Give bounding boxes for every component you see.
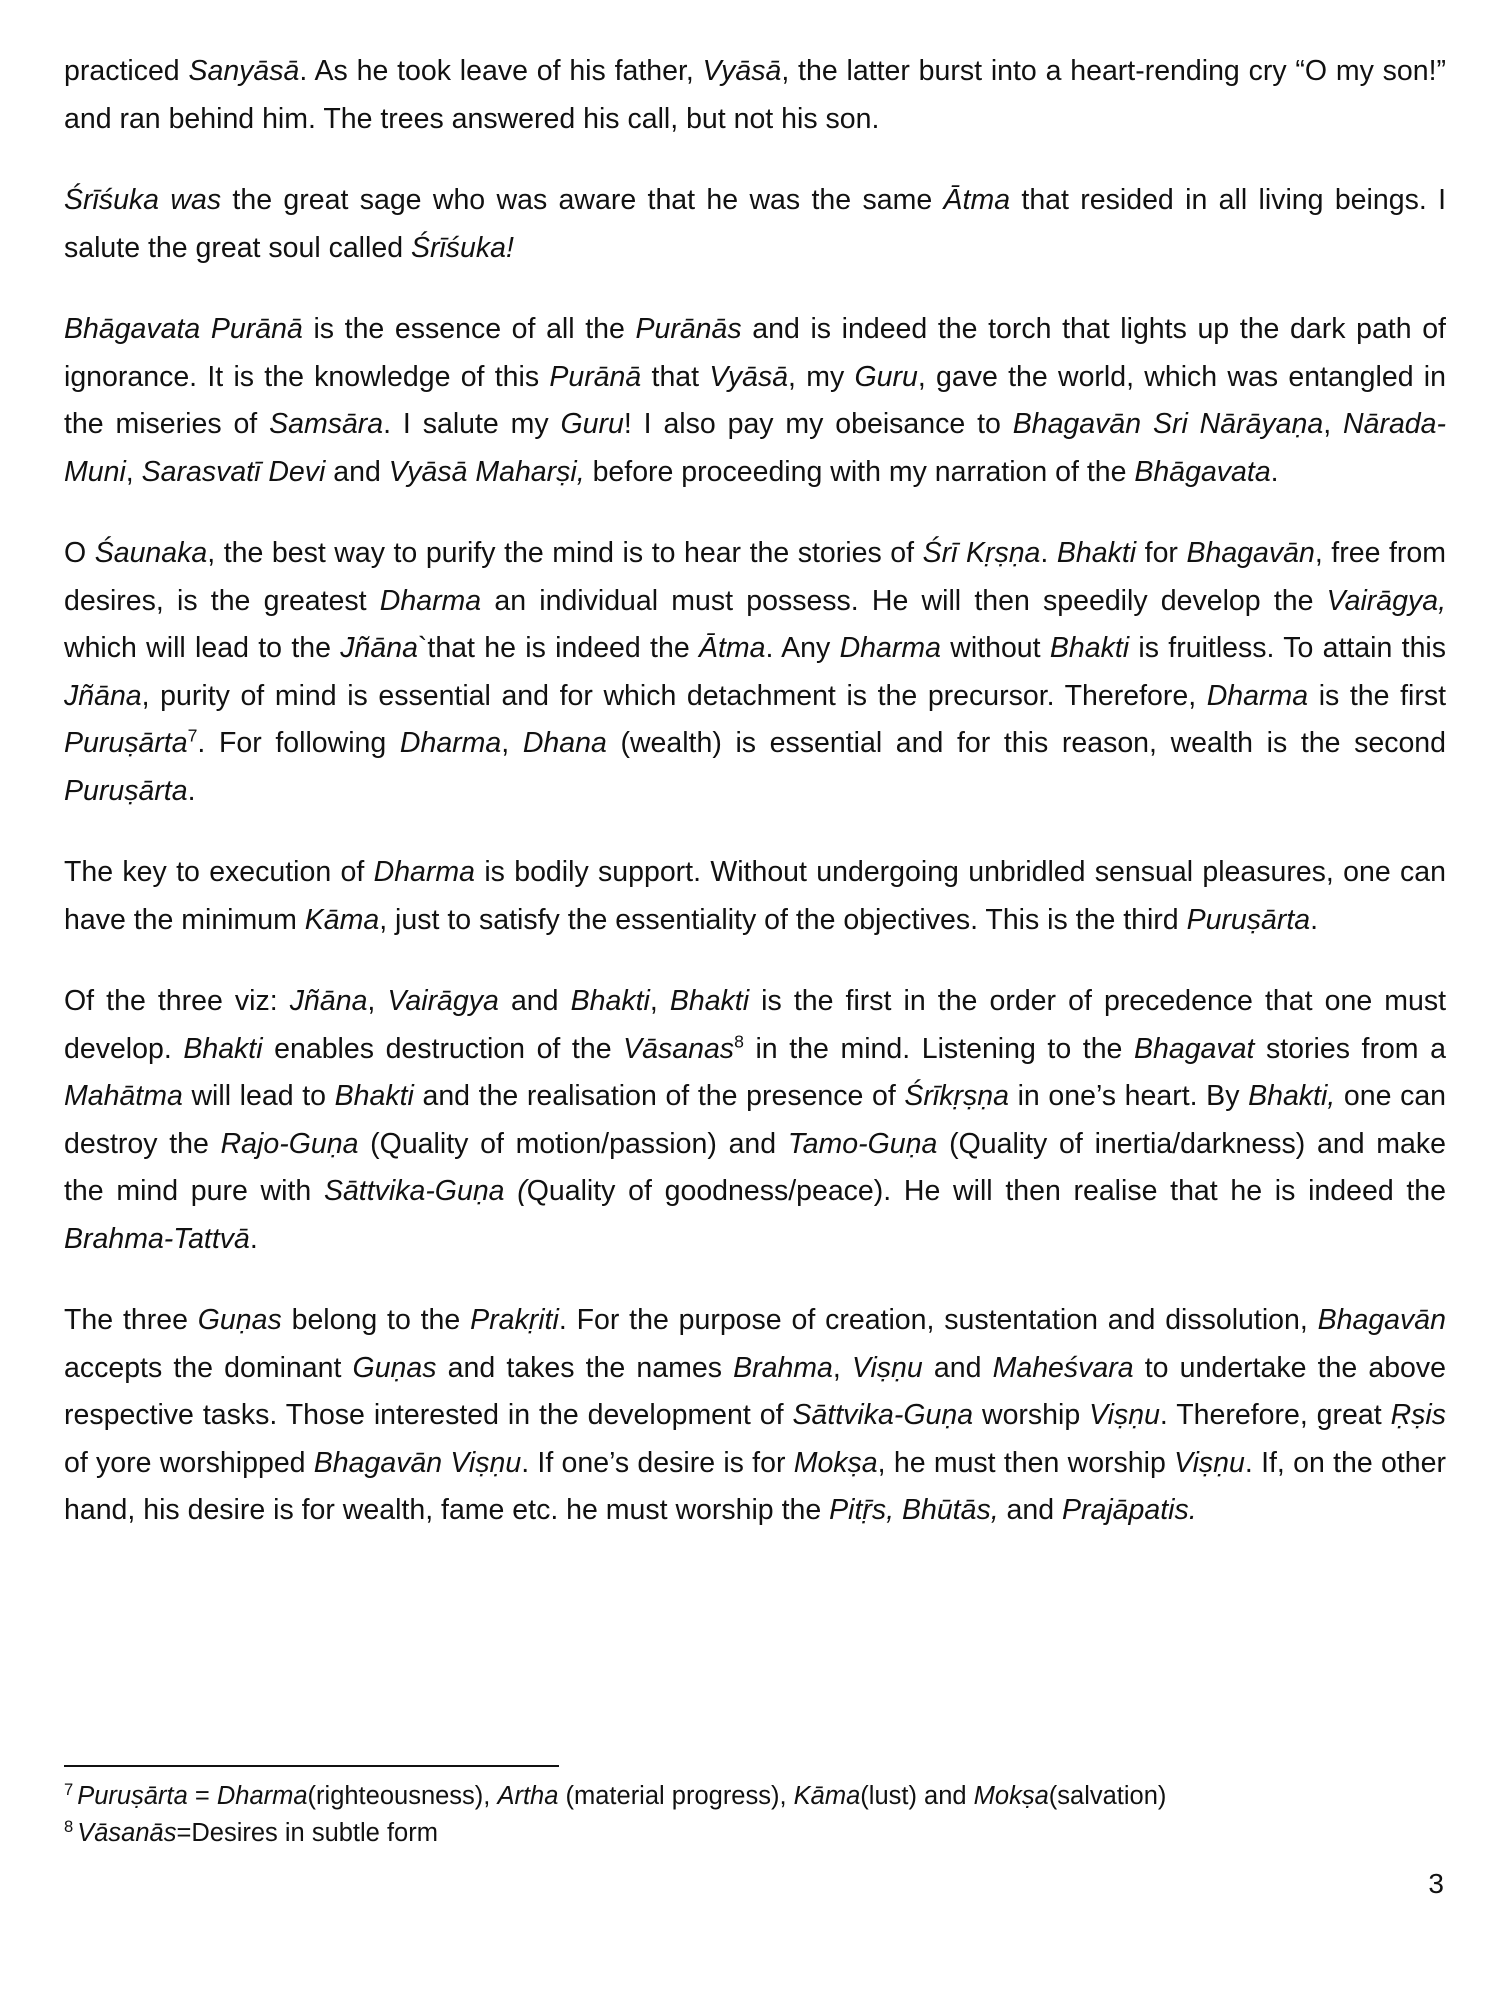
italic-term: Vairāgya, xyxy=(1326,584,1446,617)
text-run: Quality of goodness/peace). He will then realise that he is indeed the xyxy=(526,1175,1446,1207)
italic-term: Purānā xyxy=(549,360,642,393)
footnote-divider xyxy=(64,1765,559,1767)
italic-term: Vāsanās xyxy=(77,1819,177,1847)
text-run: to undertake the above respective tasks. Those interested in the development of xyxy=(64,1351,1446,1431)
text-run: before proceeding with my narration of the xyxy=(584,455,1135,488)
text-run: . If, on the other hand, his desire is for wealth, fame etc. he must worship the xyxy=(64,1446,1446,1526)
italic-term: Samsāra xyxy=(269,408,384,440)
italic-term: Vyāsā xyxy=(709,360,789,393)
text-run: , xyxy=(501,727,523,759)
italic-term: Viṣṇu xyxy=(1089,1399,1160,1431)
italic-term: Viṣṇu xyxy=(1174,1446,1245,1479)
text-run: is fruitless. To attain this xyxy=(1129,632,1446,664)
text-run: . Therefore, great xyxy=(1159,1399,1391,1431)
text-run: . xyxy=(249,1222,258,1255)
footnote-ref: 7 xyxy=(187,725,198,746)
italic-term: Sāttvika-Guṇa ( xyxy=(323,1175,527,1207)
body-text xyxy=(64,48,1446,1535)
italic-term: Dharma xyxy=(373,856,475,888)
italic-term: Jñāna xyxy=(289,985,368,1017)
text-run: and the realisation of the presence of xyxy=(413,1080,905,1112)
italic-term: Puruṣārta xyxy=(77,1782,188,1810)
paragraph xyxy=(64,978,1446,1263)
text-run: in the mind. Listening to the xyxy=(743,1032,1134,1065)
italic-term: Mokṣa xyxy=(973,1782,1049,1810)
text-run: Of the three viz: xyxy=(64,985,290,1017)
footnote-ref: 8 xyxy=(64,1816,74,1836)
footnote-ref: 7 xyxy=(64,1779,74,1799)
italic-term: Bhagavān xyxy=(1317,1304,1446,1336)
text-run: (Quality of inertia/darkness) and make the mind pure with xyxy=(64,1127,1446,1207)
italic-term: Puruṣārta xyxy=(64,727,188,759)
text-run: and xyxy=(498,985,571,1017)
italic-term: Artha xyxy=(497,1782,559,1810)
text-run: , the best way to purify the mind is to hear the stories of xyxy=(207,537,923,569)
paragraph xyxy=(64,1297,1446,1535)
italic-term: Bhakti xyxy=(183,1032,263,1065)
italic-term: Guru xyxy=(560,408,624,440)
italic-term: Tamo-Guṇa xyxy=(787,1127,938,1160)
text-run: , free from desires, is the greatest xyxy=(64,537,1446,617)
text-run: (wealth) is essential and for this reason, wealth is the second xyxy=(606,727,1446,759)
italic-term: Guru xyxy=(854,360,918,393)
text-run: for xyxy=(1136,537,1187,569)
text-run: , my xyxy=(788,360,855,393)
text-run: (material progress), xyxy=(558,1782,794,1810)
italic-term: Brahma xyxy=(733,1351,833,1384)
text-run: practiced xyxy=(64,55,189,87)
italic-term: Ātma xyxy=(943,184,1011,216)
text-run: that resided in all living beings. I salute the great soul called xyxy=(64,184,1447,264)
italic-term: Bhagavān Viṣṇu xyxy=(313,1446,522,1479)
text-run: = xyxy=(187,1782,217,1810)
italic-term: Sāttvika-Guṇa xyxy=(792,1399,974,1431)
text-run: and xyxy=(325,455,389,488)
text-run: , purity of mind is essential and for which detachment is the precursor. Therefore, xyxy=(141,679,1207,712)
text-run: , xyxy=(367,985,388,1017)
italic-term: Vāsanas xyxy=(623,1032,735,1065)
italic-term: Dhana xyxy=(522,727,607,759)
text-run: an individual must possess. He will then speedily develop the xyxy=(481,584,1327,617)
italic-term: Prakṛiti xyxy=(470,1304,559,1336)
paragraph xyxy=(64,849,1446,944)
text-run: is the first xyxy=(1308,679,1446,712)
italic-term: Guṇas xyxy=(352,1351,437,1384)
text-run: , just to satisfy the essentiality of the objectives. This is the third xyxy=(379,903,1187,936)
text-run: and takes the names xyxy=(436,1351,734,1384)
italic-term: Śrīkṛṣṇa xyxy=(904,1080,1009,1112)
italic-term: Śaunaka xyxy=(94,537,208,569)
italic-term: Dharma xyxy=(216,1782,308,1810)
italic-term: Rajo-Guṇa xyxy=(220,1127,359,1160)
paragraph xyxy=(64,177,1446,272)
text-run: worship xyxy=(973,1399,1090,1431)
italic-term: Vyāsā xyxy=(702,55,782,87)
text-run: . For following xyxy=(197,727,400,759)
text-run: , he must then worship xyxy=(877,1446,1175,1479)
italic-term: Vairāgya xyxy=(387,985,499,1017)
text-run: (salvation) xyxy=(1048,1782,1167,1810)
text-run: and xyxy=(922,1351,993,1384)
italic-term: Viṣṇu xyxy=(851,1351,923,1384)
text-run: . xyxy=(187,774,196,807)
text-run: , xyxy=(649,985,670,1017)
paragraph xyxy=(64,306,1446,496)
text-run: . I salute my xyxy=(383,408,561,440)
italic-term: Bhakti xyxy=(570,985,650,1017)
italic-term: Vyāsā Maharṣi, xyxy=(388,455,585,488)
text-run: is the first in the order of precedence that one must develop. xyxy=(64,985,1447,1065)
page-number: 3 xyxy=(1428,1868,1444,1899)
text-run: , xyxy=(832,1351,852,1384)
italic-term: Purānās xyxy=(635,313,742,345)
italic-term: Maheśvara xyxy=(992,1351,1134,1384)
text-run: in one’s heart. By xyxy=(1008,1080,1249,1112)
italic-term: Bhakti, xyxy=(1248,1080,1336,1112)
text-run: the great sage who was aware that he was the same xyxy=(221,184,944,216)
footnote xyxy=(64,1778,1446,1815)
text-run: , gave the world, which was entangled in the miseries of xyxy=(64,360,1446,440)
italic-term: Puruṣārta xyxy=(64,774,188,807)
text-run: The key to execution of xyxy=(64,856,374,888)
footnote-ref: 8 xyxy=(734,1031,744,1051)
italic-term: Sarasvatī Devi xyxy=(141,455,326,488)
text-run: . xyxy=(1270,455,1279,488)
italic-term: Ṛṣis xyxy=(1390,1399,1446,1431)
text-run: . For the purpose of creation, sustentation and dissolution, xyxy=(558,1304,1318,1336)
text-run: (lust) and xyxy=(860,1782,974,1810)
text-run: O xyxy=(64,537,95,569)
text-run: ! I also pay my obeisance to xyxy=(623,408,1013,440)
text-run: . As he took leave of his father, xyxy=(299,55,703,87)
text-run: , the latter burst into a heart-rending cry “O my son!” and ran behind him. The trees answered his call, but not his son. xyxy=(64,55,1447,135)
italic-term: Bhakti xyxy=(669,985,750,1017)
footnotes xyxy=(64,1778,1446,1852)
italic-term: Bhagavān xyxy=(1186,537,1315,569)
italic-term: Brahma-Tattvā xyxy=(64,1222,250,1255)
text-run: which will lead to the xyxy=(64,632,341,664)
italic-term: Jñāna xyxy=(340,632,418,664)
italic-term: Nārada-Muni xyxy=(64,408,1446,488)
text-run: . xyxy=(1310,903,1319,936)
italic-term: Guṇas xyxy=(197,1304,282,1336)
text-run: is bodily support. Without undergoing unbridled sensual pleasures, one can have the minimum xyxy=(64,856,1446,936)
paragraph xyxy=(64,530,1446,815)
text-run: , xyxy=(1323,408,1344,440)
italic-term: Bhakti xyxy=(1049,632,1130,664)
text-run: =Desires in subtle form xyxy=(176,1819,438,1847)
italic-term: Bhāgavata xyxy=(1134,455,1271,488)
italic-term: Bhakti xyxy=(1056,537,1137,569)
italic-term: Mahātma xyxy=(64,1080,183,1112)
italic-term: Pitṝs, Bhūtās, xyxy=(829,1494,999,1526)
text-run: will lead to xyxy=(182,1080,335,1112)
italic-term: Śrīśuka was xyxy=(64,184,222,216)
text-run: (Quality of motion/passion) and xyxy=(358,1127,788,1160)
text-run: accepts the dominant xyxy=(64,1351,353,1384)
italic-term: Jñāna xyxy=(64,679,142,712)
italic-term: Sanyāsā xyxy=(188,55,300,87)
italic-term: Puruṣārta xyxy=(1186,903,1311,936)
text-run: stories from a xyxy=(1254,1032,1446,1065)
text-run: one can destroy the xyxy=(64,1080,1447,1160)
text-run: and is indeed the torch that lights up the dark path of ignorance. It is the knowledge of this xyxy=(64,313,1446,393)
text-run: The three xyxy=(64,1304,198,1336)
italic-term: Bhāgavata Purānā xyxy=(64,313,303,345)
italic-term: Dharma xyxy=(379,584,482,617)
text-run: . Any xyxy=(765,632,840,664)
text-run: . xyxy=(1040,537,1057,569)
italic-term: Kāma xyxy=(304,903,380,936)
text-run: , xyxy=(125,455,142,488)
italic-term: Bhakti xyxy=(334,1080,414,1112)
paragraph xyxy=(64,48,1446,143)
italic-term: Dharma xyxy=(399,727,502,759)
italic-term: Prajāpatis. xyxy=(1062,1494,1197,1526)
text-run: that xyxy=(641,360,710,393)
italic-term: Dharma xyxy=(1206,679,1309,712)
italic-term: Ātma xyxy=(698,632,766,664)
text-run: enables destruction of the xyxy=(262,1032,624,1065)
text-run: . If one’s desire is for xyxy=(521,1446,794,1479)
italic-term: Bhagavat xyxy=(1133,1032,1255,1065)
text-run: `that he is indeed the xyxy=(417,632,699,664)
text-run: of yore worshipped xyxy=(64,1446,314,1479)
italic-term: Śrī Kṛṣṇa xyxy=(922,537,1041,569)
italic-term: Mokṣa xyxy=(793,1446,878,1479)
text-run: (righteousness), xyxy=(307,1782,498,1810)
italic-term: Bhagavān Sri Nārāyaṇa xyxy=(1012,408,1324,440)
text-run: and xyxy=(998,1494,1062,1526)
text-run: belong to the xyxy=(281,1304,471,1336)
italic-term: Kāma xyxy=(793,1782,861,1810)
text-run: without xyxy=(940,632,1050,664)
footnote xyxy=(64,1815,1446,1852)
italic-term: Śrīśuka! xyxy=(410,231,514,264)
italic-term: Dharma xyxy=(839,632,941,664)
text-run: is the essence of all the xyxy=(302,313,636,345)
